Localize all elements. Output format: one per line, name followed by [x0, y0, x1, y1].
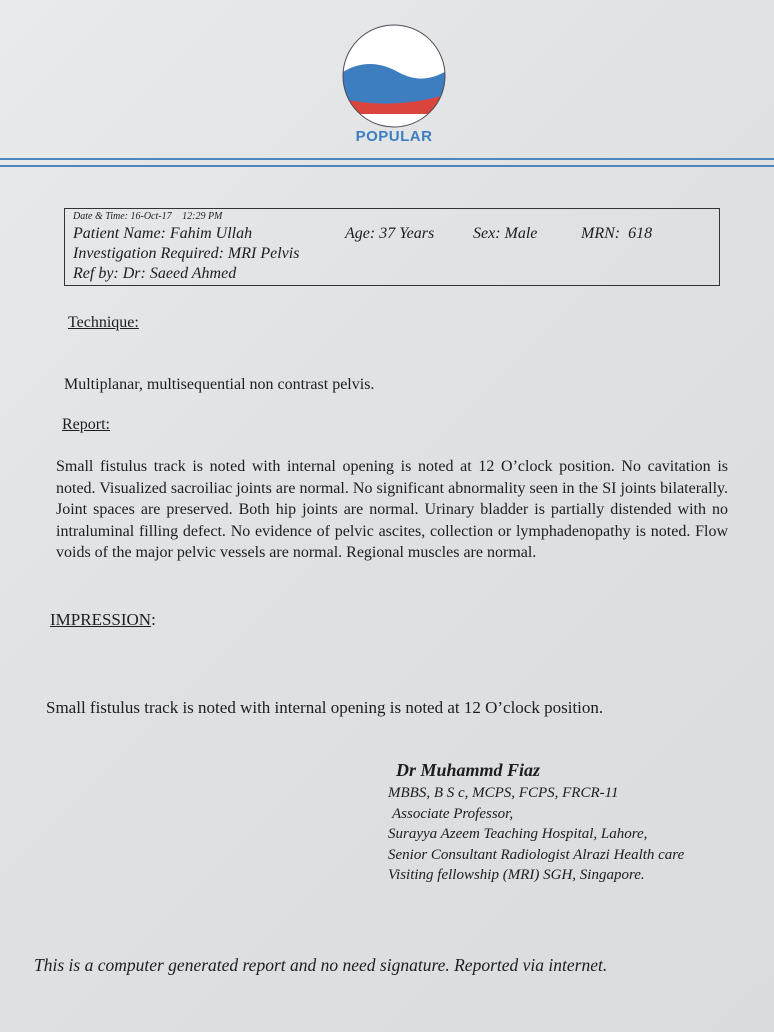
patient-name: Patient Name: Fahim Ullah	[73, 225, 253, 242]
mrn-value: 618	[628, 225, 653, 242]
date-time	[73, 211, 222, 222]
report-date: 16-Oct-17	[130, 211, 172, 222]
brand-name: POPULAR	[355, 128, 433, 145]
report-time: 12:29 PM	[182, 211, 223, 222]
header-rule-top	[0, 158, 774, 160]
doctor-name: Dr Muhammd Fiaz	[396, 760, 541, 780]
popular-logo-icon	[340, 24, 448, 128]
patient-sex: Sex: Male	[473, 225, 538, 242]
investigation-required: Investigation Required: MRI Pelvis	[73, 245, 300, 262]
patient-age: Age: 37 Years	[345, 225, 435, 242]
impression-text: Small fistulus track is noted with internal opening is noted at 12 O’clock position.	[46, 698, 604, 717]
footer-note: This is a computer generated report and no need signature. Reported via internet.	[34, 955, 608, 975]
patient-info-box	[64, 208, 720, 286]
date-time-label: Date & Time:	[73, 211, 128, 222]
report-heading: Report:	[62, 416, 110, 433]
impression-heading: IMPRESSION	[50, 610, 152, 629]
doctor-hospital: Surayya Azeem Teaching Hospital, Lahore,	[388, 826, 648, 842]
doctor-consultant-role: Senior Consultant Radiologist Alrazi Health care	[388, 846, 685, 863]
header-rule-bottom	[0, 165, 774, 167]
report-text: Small fistulus track is noted with internal opening is noted at 12 O’clock position. No cavitation is noted. Visualized sacroiliac joints are normal. No significant abnormality seen in the SI joints bilaterally. Joint spaces are preserved. Both hip joints are normal. Urinary bladder is partially distended with no intraluminal filling defect. No evidence of pelvic ascites, collection or lymphadenopathy is noted. Flow voids of the major pelvic vessels are normal. Regional muscles are normal.	[56, 458, 728, 561]
technique-text: Multiplanar, multisequential non contrast pelvis.	[64, 376, 375, 393]
doctor-title: Associate Professor,	[392, 805, 514, 822]
impression-colon: :	[151, 610, 156, 629]
patient-mrn	[581, 225, 652, 243]
doctor-qualifications: MBBS, B S c, MCPS, FCPS, FRCR-11	[388, 785, 619, 801]
referring-doctor: Ref by: Dr: Saeed Ahmed	[73, 265, 237, 282]
technique-heading: Technique:	[68, 314, 139, 331]
impression-heading-wrap	[50, 610, 156, 630]
signature-block	[388, 760, 748, 886]
mrn-label: MRN:	[581, 225, 621, 242]
doctor-fellowship: Visiting fellowship (MRI) SGH, Singapore.	[388, 867, 645, 883]
